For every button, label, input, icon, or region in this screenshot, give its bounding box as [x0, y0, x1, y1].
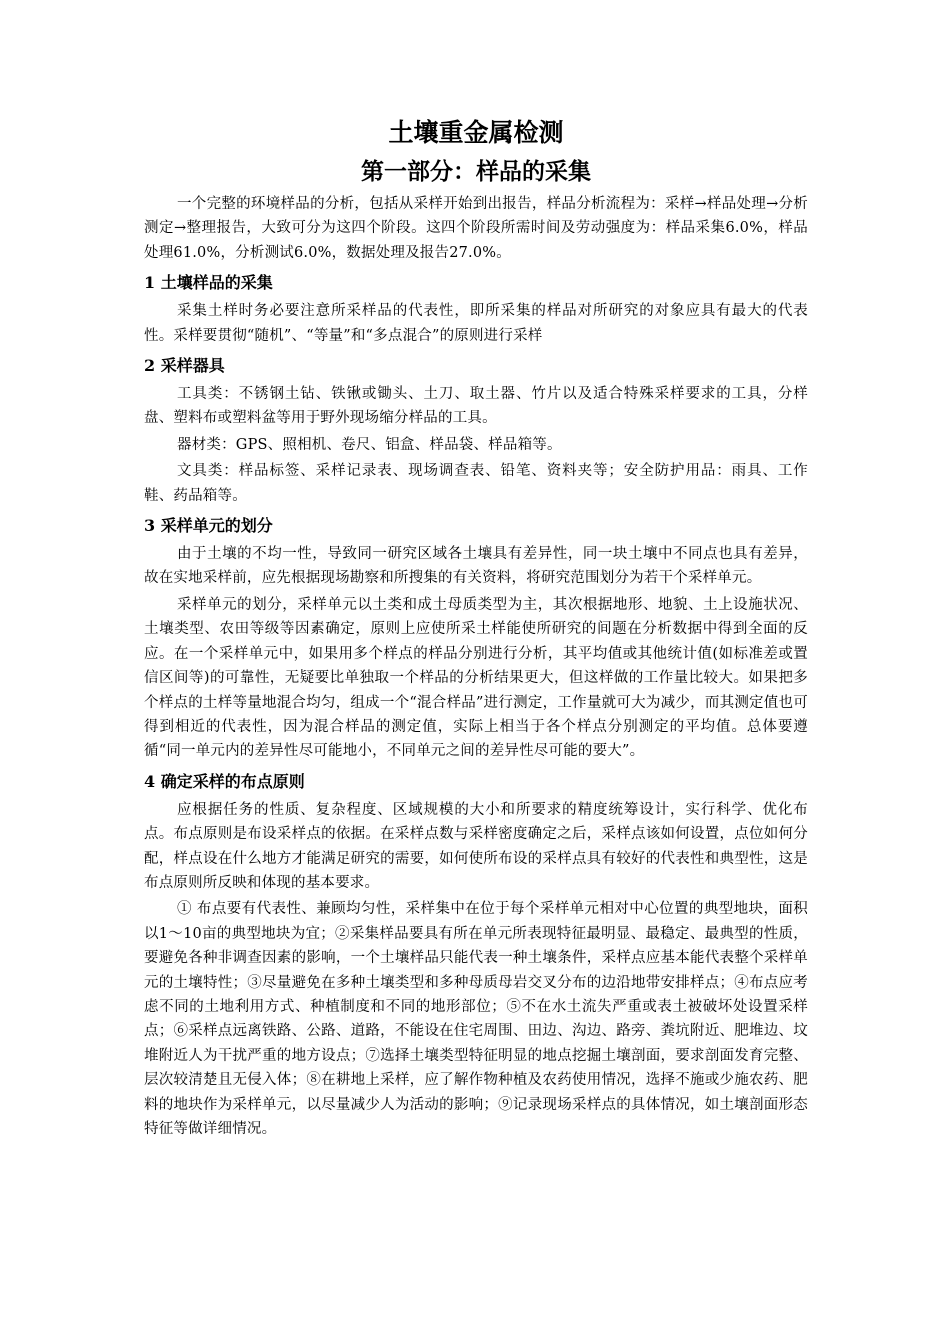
section-paragraph: 采样单元的划分，采样单元以土类和成土母质类型为主，其次根据地形、地貌、土上设施状况、土壤类型、农田等级等因素确定，原则上应使所采土样能使所研究的间题在分析数据中得到全面的反应。在一个采样单元中，如果用多个样点的样品分别进行分析，其平均值或其他统计值(如标准差或置信区间等)的可靠性，无疑要比单独取一个样品的分析结果更大，但这样做的工作量比较大。如果把多个样点的土样等量地混合均匀，组成一个“混合样品”进行测定，工作量就可大为减少，而其测定值也可得到相近的代表性，因为混合样品的测定值，实际上相当于各个样点分别测定的平均值。总体要遵循“同一单元内的差异性尽可能地小，不同单元之间的差异性尽可能的要大”。: [144, 596, 808, 760]
section-paragraph: 应根据任务的性质、复杂程度、区域规模的大小和所要求的精度统筹设计，实行科学、优化布点。布点原则是布设采样点的依据。在采样点数与采样密度确定之后，采样点该如何设置，点位如何分配，样点设在什么地方才能满足研究的需要，如何使所布设的采样点具有较好的代表性和典型性，这是布点原则所反映和体现的基本要求。: [144, 801, 808, 891]
section-paragraph: 文具类：样品标签、采样记录表、现场调查表、铅笔、资料夹等；安全防护用品：雨具、工作鞋、药品箱等。: [144, 463, 808, 504]
section-tools: [144, 352, 808, 508]
intro-paragraph: 一个完整的环境样品的分析，包括从采样开始到出报告，样品分析流程为：采样→样品处理→分析测定→整理报告，大致可分为这四个阶段。这四个阶段所需时间及劳动强度为：样品采集6.0%，样品处理61.0%，分析测试6.0%，数据处理及报告27.0%。: [144, 196, 808, 261]
document-title: 土壤重金属检测: [388, 118, 564, 147]
document-subtitle: 第一部分：样品的采集: [361, 158, 591, 185]
section-heading: 4 确定采样的布点原则: [144, 771, 305, 791]
section-heading: 3 采样单元的划分: [144, 516, 273, 536]
section-paragraph: 工具类：不锈钢土钻、铁锹或锄头、土刀、取土器、竹片以及适合特殊采样要求的工具，分样盘、塑料布或塑料盆等用于野外现场缩分样品的工具。: [144, 386, 808, 427]
section-paragraph: 采集土样时务必要注意所采样品的代表性，即所采集的样品对所研究的对象应具有最大的代表性。采样要贯彻“随机”、“等量”和“多点混合”的原则进行采样: [144, 303, 808, 344]
section-heading: 2 采样器具: [144, 356, 225, 376]
section-paragraph: 由于土壤的不均一性，导致同一研究区域各土壤具有差异性，同一块土壤中不同点也具有差异，故在实地采样前，应先根据现场勘察和所搜集的有关资料，将研究范围划分为若干个采样单元。: [144, 546, 808, 587]
section-heading: 1 土壤样品的采集: [144, 273, 273, 293]
section-layout-principles: [144, 768, 808, 1142]
section-paragraph: 器材类：GPS、照相机、卷尺、铝盒、样品袋、样品箱等。: [177, 436, 562, 453]
section-paragraph: ① 布点要有代表性、兼顾均匀性，采样集中在位于每个采样单元相对中心位置的典型地块，面积以1～10亩的典型地块为宜；②采集样品要具有所在单元所表现特征最明显、最稳定、最典型的性质，要避免各种非调查因素的影响，一个土壤样品只能代表一种土壤条件，采样点应基本能代表整个采样单元的土壤特性；③尽量避免在多种土壤类型和多种母质母岩交叉分布的边沿地带安排样点；④布点应考虑不同的土地利用方式、种植制度和不同的地形部位；⑤不在水土流失严重或表土被破坏处设置采样点；⑥采样点远离铁路、公路、道路，不能设在住宅周围、田边、沟边、路旁、粪坑附近、肥堆边、坟堆附近人为干扰严重的地方设点；⑦选择土壤类型特征明显的地点挖掘土壤剖面，要求剖面发育完整、层次较清楚且无侵入体；⑧在耕地上采样，应了解作物种植及农药使用情况，选择不施或少施农药、肥料的地块作为采样单元，以尽量减少人为活动的影响；⑨记录现场采样点的具体情况，如土壤剖面形态特征等做详细情况。: [144, 901, 808, 1137]
section-sampling: [144, 269, 808, 348]
section-units: [144, 512, 808, 764]
document-body: [144, 116, 808, 1143]
